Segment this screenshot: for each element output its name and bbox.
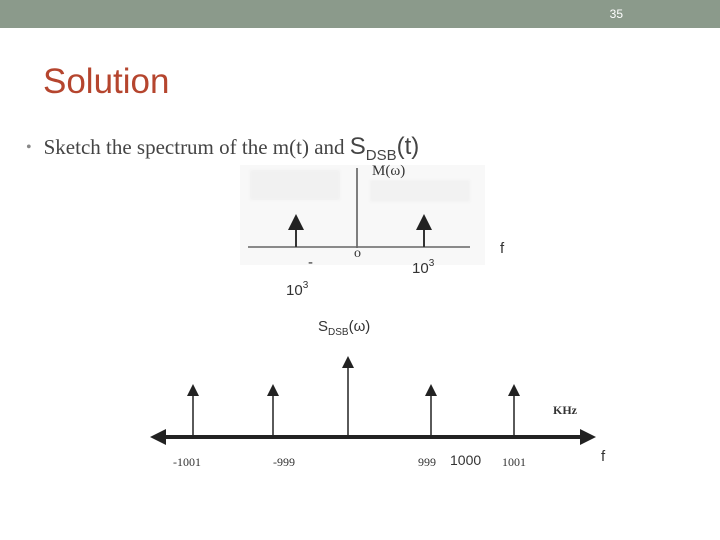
- tick-label-minus-1001: -1001: [173, 455, 201, 469]
- pos-freq-label: $10^3$: [412, 258, 435, 277]
- m-omega-label: M(ω): [372, 163, 406, 179]
- bullet-text: Sketch the spectrum of the m(t) and: [43, 135, 350, 159]
- slide-number: 35: [609, 7, 623, 21]
- top-f-label: f: [500, 240, 505, 257]
- tick-label-999: 999: [418, 455, 436, 469]
- center-freq-label: 1000: [450, 452, 482, 468]
- slide-title: Solution: [43, 62, 170, 101]
- bottom-f-label: f: [601, 448, 606, 465]
- bottom-axis-left-arrow-icon: [150, 429, 166, 445]
- bottom-axis-right-arrow-icon: [580, 429, 596, 445]
- bullet-dot-icon: •: [26, 139, 32, 156]
- sdsb-omega-label: $S_{DSB}(\omega)$: [318, 318, 371, 338]
- sdsb-t-label: $S_{DSB}(t)$: [349, 133, 420, 164]
- origin-label: o: [354, 246, 361, 261]
- khz-unit-label: KHz: [553, 403, 577, 417]
- tick-label-1001: 1001: [502, 455, 526, 469]
- tick-label-minus-999: -999: [273, 455, 295, 469]
- top-scan-background: [240, 165, 485, 265]
- neg-freq-label: $10^3$: [286, 280, 309, 299]
- neg-freq-dash: -: [308, 254, 313, 271]
